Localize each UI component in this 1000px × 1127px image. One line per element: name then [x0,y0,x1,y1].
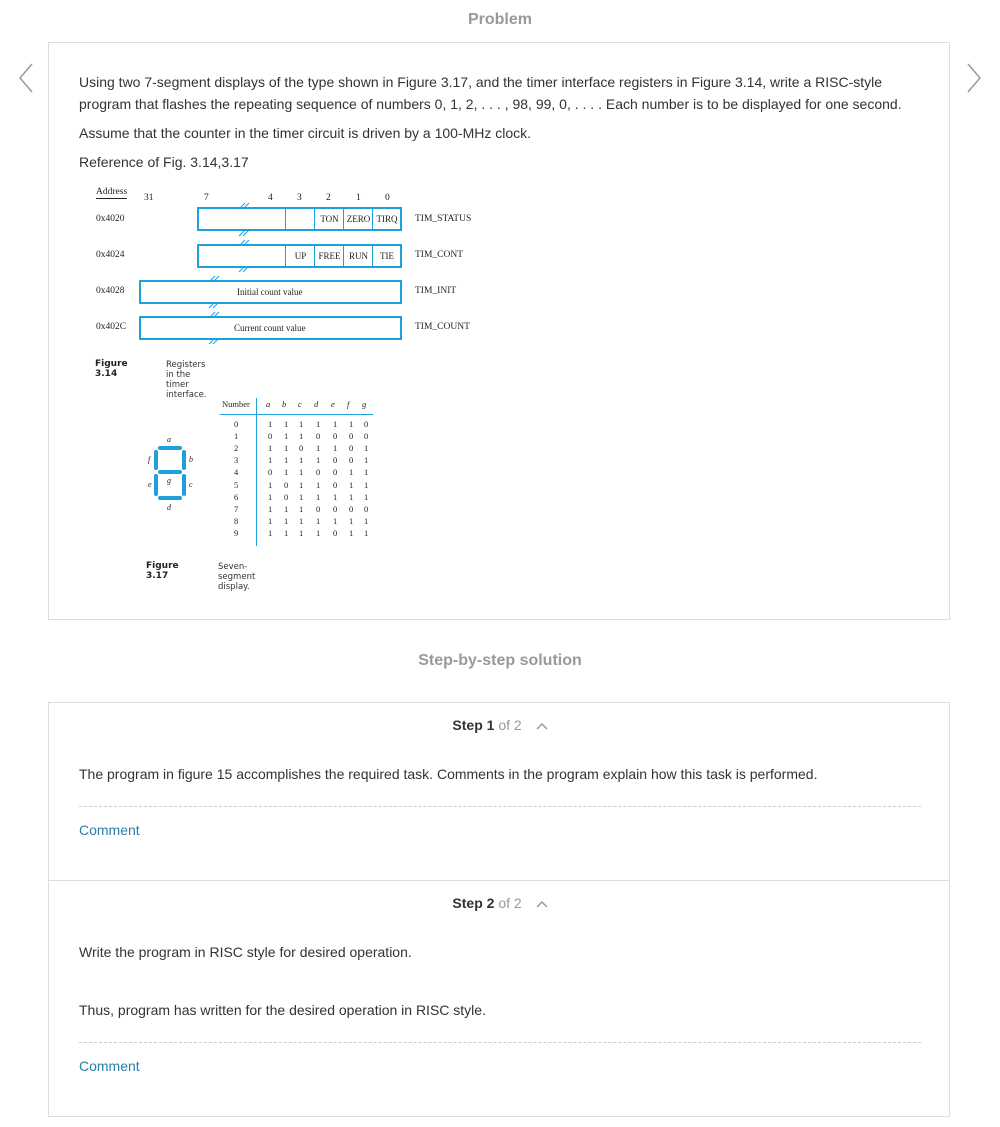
table-cell: 0 [316,467,321,478]
table-cell: 0 [284,491,289,502]
table-header: g [362,399,367,409]
table-cell: 1 [364,467,369,478]
register-address: 0x4024 [96,250,125,260]
table-cell: 1 [284,467,289,478]
table-cell-number: 9 [234,527,239,538]
field-up: UP [285,246,315,266]
table-cell: 1 [299,503,304,514]
table-cell: 1 [316,419,321,429]
bit-label: 1 [356,193,361,203]
register-name: TIM_CONT [415,250,464,260]
table-cell: 1 [333,419,338,429]
figure-3-17-label: Figure 3.17 [146,561,179,581]
next-button[interactable] [962,58,986,98]
segment-label-e: e [148,480,152,489]
table-cell: 1 [284,503,289,514]
table-cell: 1 [268,443,273,454]
table-cell: 0 [333,503,338,514]
bit-label: 4 [268,193,273,203]
register-name: TIM_STATUS [415,214,472,224]
bit-label: 0 [385,193,390,203]
step-2-card [48,880,950,1117]
step-2-paragraph: Thus, program has written for the desired operation in RISC style. [79,1002,486,1018]
table-cell: 1 [299,419,304,429]
field-free: FREE [314,246,344,266]
chevron-up-icon[interactable] [536,900,548,908]
table-cell: 0 [349,455,354,466]
comment-link[interactable]: Comment [79,1058,140,1074]
table-cell: 1 [316,491,321,502]
table-cell: 1 [349,527,354,538]
table-cell: 1 [268,527,273,538]
table-cell-number: 2 [234,443,239,454]
table-cell: 0 [284,479,289,490]
segment-label-b: b [189,455,193,464]
table-cell: 1 [268,503,273,514]
table-cell: 1 [333,491,338,502]
table-cell: 1 [268,491,273,502]
break-marks [0,0,450,350]
table-cell: 0 [349,431,354,442]
table-cell: 1 [268,515,273,526]
table-cell-number: 0 [234,419,239,429]
table-header: b [282,399,287,409]
table-cell-number: 4 [234,467,239,478]
table-cell: 0 [316,503,321,514]
table-cell: 1 [349,479,354,490]
table-header: c [298,399,302,409]
bit-label: 31 [144,193,154,203]
register-name: TIM_COUNT [415,322,470,332]
table-cell: 1 [268,479,273,490]
step-label: Step 2 [452,895,495,911]
comment-link[interactable]: Comment [79,822,140,838]
register-content: Current count value [234,323,306,333]
bit-label: 3 [297,193,302,203]
table-cell: 1 [316,479,321,490]
table-cell: 1 [299,479,304,490]
step-1-card [48,702,950,881]
table-header: a [266,399,271,409]
field-tie: TIE [372,246,401,266]
table-cell: 1 [364,479,369,490]
table-cell: 0 [333,467,338,478]
divider [79,806,921,807]
chevron-up-icon[interactable] [536,722,548,730]
field-zero: ZERO [343,209,373,229]
step-2-paragraph: Write the program in RISC style for desired operation. [79,944,412,960]
table-cell: 0 [364,503,369,514]
table-cell-number: 1 [234,431,239,442]
table-cell: 1 [299,527,304,538]
table-cell: 0 [349,443,354,454]
field-ton: TON [314,209,344,229]
table-cell: 1 [299,467,304,478]
table-cell: 0 [316,431,321,442]
table-cell: 1 [268,455,273,466]
table-cell: 1 [364,515,369,526]
step-of-label: of 2 [498,717,522,733]
register-name: TIM_INIT [415,286,457,296]
table-cell-number: 8 [234,515,239,526]
table-cell: 1 [364,527,369,538]
table-cell: 1 [284,527,289,538]
table-cell: 1 [316,515,321,526]
step-1-header[interactable] [49,717,951,733]
address-header: Address [96,187,128,197]
bit-label: 2 [326,193,331,203]
table-cell-number: 5 [234,479,239,490]
segment-label-c: c [189,480,193,489]
table-header-number: Number [222,399,250,409]
table-header: e [331,399,335,409]
table-cell: 0 [364,419,369,429]
table-cell: 1 [333,443,338,454]
step-of-label: of 2 [498,895,522,911]
table-cell: 1 [333,515,338,526]
table-cell: 1 [284,419,289,429]
problem-text-line2: program that flashes the repeating sequence of numbers 0, 1, 2, . . . , 98, 99, 0, . . . . Each number is to be displayed for one second. [79,96,902,112]
table-cell: 1 [364,443,369,454]
table-cell: 0 [364,431,369,442]
segment-label-d: d [167,503,171,512]
table-cell: 1 [284,443,289,454]
register-address: 0x4020 [96,214,125,224]
table-cell: 0 [333,527,338,538]
table-cell: 1 [316,527,321,538]
table-cell-number: 6 [234,491,239,502]
table-header: f [347,399,350,409]
table-cell: 1 [299,455,304,466]
table-cell: 0 [299,443,304,454]
step-1-paragraph: The program in figure 15 accomplishes the required task. Comments in the program explain how this task is performed. [79,766,818,782]
table-cell: 1 [299,515,304,526]
table-cell: 1 [284,515,289,526]
problem-title: Problem [467,11,532,28]
table-cell: 1 [349,491,354,502]
register-address: 0x4028 [96,286,125,296]
problem-text-line1: Using two 7-segment displays of the type shown in Figure 3.17, and the timer interface registers in Figure 3.14, write a RISC-style [79,74,883,90]
segment-label-g: g [167,476,171,485]
figure-3-14-caption: Registers in the timer interface. [166,360,207,400]
table-cell: 1 [364,455,369,466]
register-address: 0x402C [96,322,127,332]
segment-label-a: a [167,435,171,444]
table-cell-number: 7 [234,503,239,514]
table-cell: 0 [333,431,338,442]
table-cell: 1 [299,431,304,442]
solution-title: Step-by-step solution [418,652,582,669]
field-run: RUN [343,246,373,266]
table-cell: 1 [349,419,354,429]
table-cell-number: 3 [234,455,239,466]
table-header: d [314,399,319,409]
bit-label: 7 [204,193,209,203]
field-tirq: TIRQ [372,209,401,229]
table-cell: 1 [316,443,321,454]
table-cell: 1 [299,491,304,502]
problem-reference: Reference of Fig. 3.14,3.17 [79,154,249,170]
step-label: Step 1 [452,717,495,733]
table-cell: 0 [268,467,273,478]
table-cell: 1 [349,467,354,478]
table-cell: 1 [284,455,289,466]
table-cell: 0 [268,431,273,442]
problem-assumption: Assume that the counter in the timer circuit is driven by a 100-MHz clock. [79,125,532,141]
table-cell: 1 [349,515,354,526]
chevron-right-icon [962,58,986,98]
table-cell: 0 [333,455,338,466]
register-content: Initial count value [237,287,303,297]
step-2-header[interactable] [49,895,951,911]
divider [79,1042,921,1043]
figure-3-14-label: Figure 3.14 [95,359,128,379]
table-cell: 1 [316,455,321,466]
table-cell: 0 [333,479,338,490]
table-cell: 1 [268,419,273,429]
figure-3-17-caption: Seven-segment display. [218,562,256,592]
table-cell: 1 [364,491,369,502]
table-cell: 1 [284,431,289,442]
segment-label-f: f [148,455,151,464]
table-cell: 0 [349,503,354,514]
